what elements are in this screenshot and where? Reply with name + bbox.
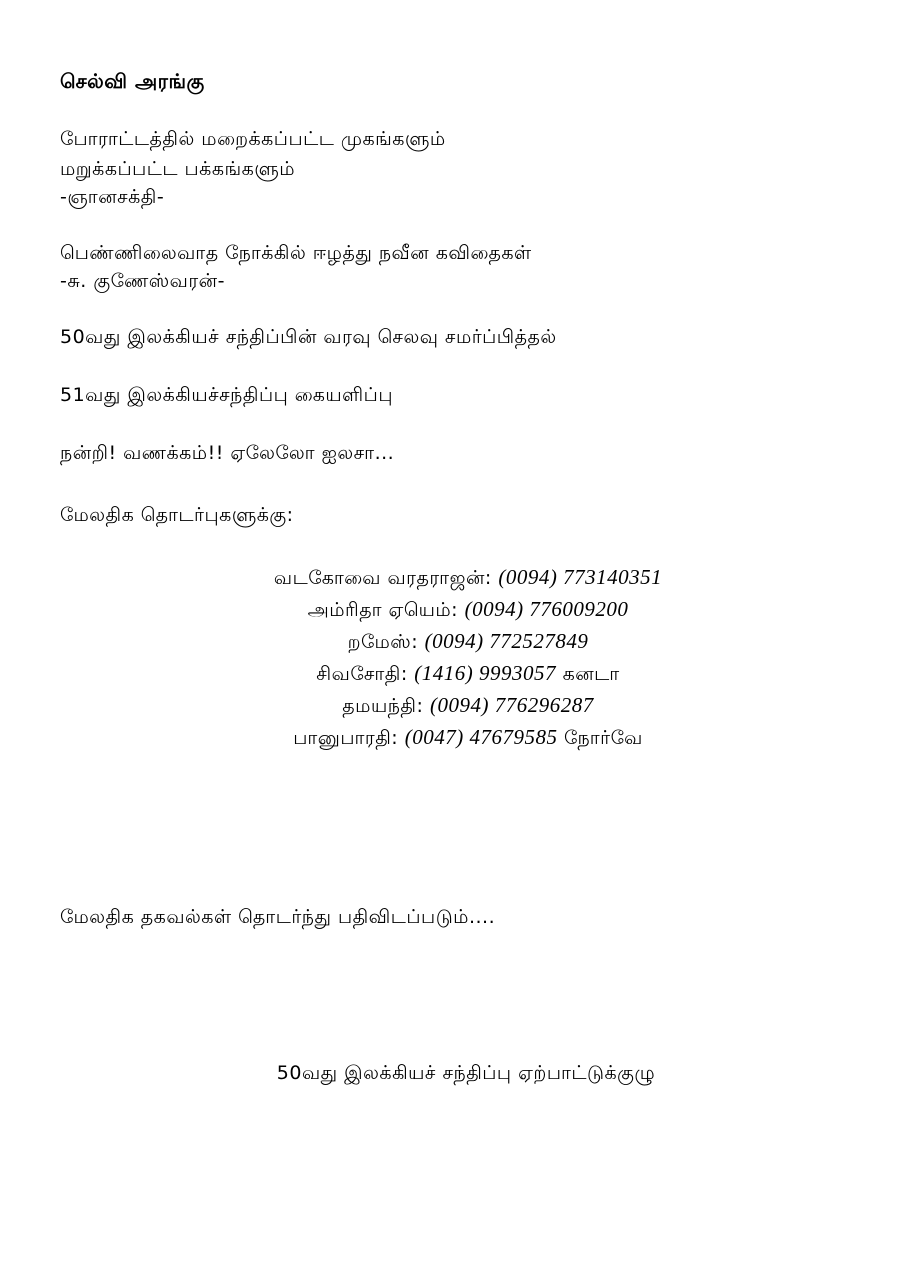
- contact-number: (1416) 9993057: [414, 661, 557, 685]
- contact-row: [0, 626, 902, 658]
- contact-row: [0, 562, 902, 594]
- contact-name: தமயந்தி:: [342, 695, 424, 717]
- organizing-committee-signoff: 50வது இலக்கியச் சந்திப்பு ஏற்பாட்டுக்குழு: [276, 1062, 656, 1084]
- page-heading: செல்வி அரங்கு: [60, 69, 205, 93]
- contact-row: [0, 594, 902, 626]
- contact-number: (0094) 776296287: [429, 693, 594, 717]
- contact-country: நோர்வே: [564, 727, 643, 749]
- contact-row: [0, 658, 902, 690]
- contact-name: பானுபாரதி:: [293, 727, 399, 749]
- contact-name: சிவசோதி:: [316, 663, 408, 685]
- thanks-item: நன்றி! வணக்கம்!! ஏலேலோ ஐலசா...: [60, 442, 395, 464]
- session1-title-line2: மறுக்கப்பட்ட பக்கங்களும்: [60, 158, 296, 180]
- contact-number: (0094) 773140351: [498, 565, 663, 589]
- session2-speaker: -சு. குணேஸ்வரன்-: [60, 270, 225, 292]
- session1-title-line1: போராட்டத்தில் மறைக்கப்பட்ட முகங்களும்: [60, 128, 446, 150]
- more-info-note: மேலதிக தகவல்கள் தொடர்ந்து பதிவிடப்படும்....: [60, 906, 496, 928]
- session2-title: பெண்ணிலைவாத நோக்கில் ஈழத்து நவீன கவிதைகள்: [60, 242, 532, 264]
- contact-row: [0, 690, 902, 722]
- contact-number: (0094) 776009200: [464, 597, 629, 621]
- contact-country: கனடா: [562, 663, 620, 685]
- contacts-heading: மேலதிக தொடர்புகளுக்கு:: [60, 504, 294, 526]
- handover-item: 51வது இலக்கியச்சந்திப்பு கையளிப்பு: [60, 384, 393, 406]
- contact-name: வடகோவை வரதராஜன்:: [273, 567, 492, 589]
- contact-number: (0094) 772527849: [424, 629, 589, 653]
- session1-speaker: -ஞானசக்தி-: [60, 186, 165, 208]
- contact-name: அம்ரிதா ஏயெம்:: [307, 599, 459, 621]
- contact-name: றமேஸ்:: [347, 631, 419, 653]
- contacts-list: [0, 562, 902, 754]
- accounts-item: 50வது இலக்கியச் சந்திப்பின் வரவு செலவு சமர்ப்பித்தல்: [60, 326, 557, 348]
- contact-row: [0, 722, 902, 754]
- contact-number: (0047) 47679585: [404, 725, 558, 749]
